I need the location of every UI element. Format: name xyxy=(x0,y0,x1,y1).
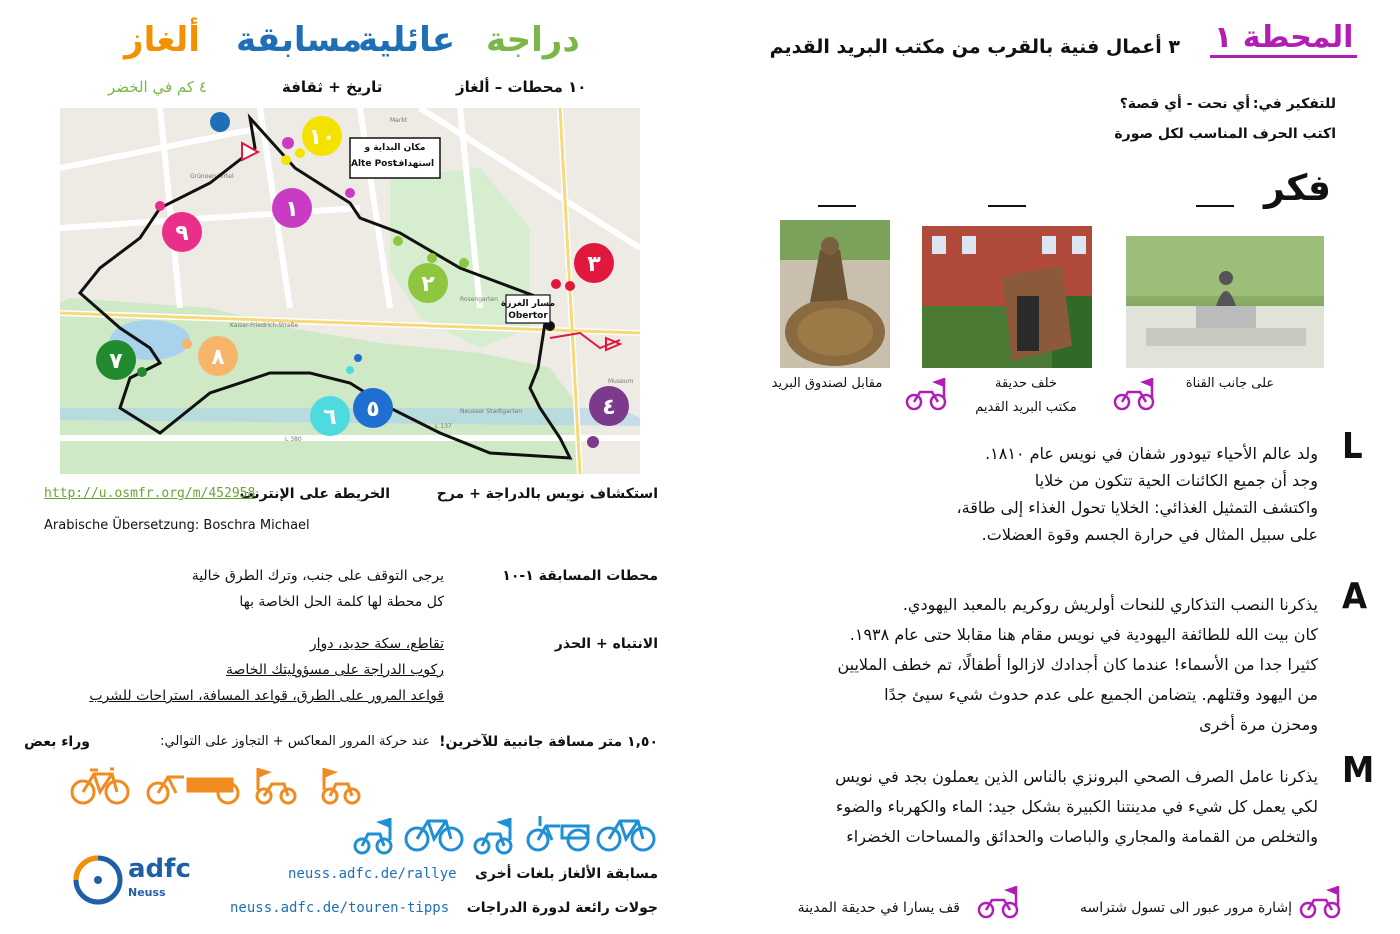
title-word-puzzle: ألغاز xyxy=(124,20,200,60)
bike-flag-icon-4 xyxy=(976,884,1022,920)
bike-flag-icon-2 xyxy=(904,376,950,412)
street-markt: Markt xyxy=(390,117,408,124)
translation-credit: Arabische Übersetzung: Boschra Michael xyxy=(44,518,310,533)
story-M xyxy=(835,762,1318,852)
obertor-label-2: Obertor xyxy=(508,311,548,321)
story-A-line-5: ومحزن مرة أخرى xyxy=(1199,715,1318,734)
story-L-line-3: واكتشف التمثيل الغذائي: الخلايا تحول الغذاء إلى طاقة، xyxy=(956,498,1318,517)
title-word-bike: دراجة xyxy=(486,20,580,60)
story-L-line-1: ولد عالم الأحياء تيودور شفان في نويس عام ١٨١٠. xyxy=(985,444,1318,463)
tours-link[interactable]: neuss.adfc.de/touren-tipps xyxy=(230,900,450,916)
explore-text: استكشاف نويس بالدراجة + مرح xyxy=(436,486,658,502)
caution-1: تقاطع، سكة حديد، دوار xyxy=(309,636,444,652)
bike-icon-orange-1 xyxy=(70,765,130,805)
subtitle-stations: ١٠ محطات – ألغاز xyxy=(456,78,587,96)
story-A-line-4: من اليهود وقتلهم. يتضامن الجميع على عدم حدوث شيء سيئ جدًا xyxy=(884,685,1318,704)
footer-stop-left: قف يسارا في حديقة المدينة xyxy=(797,900,960,916)
station-1-label: ١ xyxy=(285,197,299,222)
title-word-contest: مسابقة xyxy=(236,20,363,60)
bike-icon-blue-kid-flag xyxy=(350,816,398,856)
station-5-label: ٥ xyxy=(366,397,380,422)
bike-icon-blue-kid-flag-2 xyxy=(470,816,518,856)
story-A-line-3: كثيرا جدا من الأسماء! عندما كان أجدادك لازالوا أطفالًا، تم خطف الملايين xyxy=(837,655,1318,674)
adfc-logo[interactable] xyxy=(70,852,200,912)
story-A xyxy=(837,590,1318,740)
street-l380: L 380 xyxy=(285,436,302,443)
adfc-logo-sub: Neuss xyxy=(128,886,166,899)
subtitle-history: تاريخ + ثقافة xyxy=(282,78,383,96)
bike-icon-orange-kid-flag-2 xyxy=(316,766,364,806)
street-rosengarten: Rosengarten xyxy=(460,296,498,303)
station-title: المحطة ١ xyxy=(1210,20,1357,58)
station-7-label: ٧ xyxy=(109,349,123,374)
answer-word: فكر xyxy=(1264,168,1331,209)
station-8-label: ٨ xyxy=(211,345,225,370)
story-M-line-1: يذكرنا عامل الصرف الصحي البرونزي بالناس الذين يعملون بجد في نويس xyxy=(835,767,1318,786)
rally-note-2: كل محطة لها كلمة الحل الخاصة بها xyxy=(239,594,444,610)
instruction: اكتب الحرف المناسب لكل صورة xyxy=(1114,126,1336,142)
behind-label: وراء بعض xyxy=(24,734,90,750)
photo-sewer-worker xyxy=(780,220,890,368)
think-question: أي نحت - أي قصة؟ xyxy=(1119,96,1250,112)
caution-heading: الانتباه + الحذر xyxy=(554,636,658,652)
bike-icon-blue-2 xyxy=(596,812,656,852)
bike-icon-blue-1 xyxy=(404,812,464,852)
bike-icon-orange-cargo xyxy=(146,765,242,805)
start-label-2: استهداف xyxy=(393,159,435,169)
station-10-label: ١٠ xyxy=(308,125,336,150)
caution-2: ركوب الدراجة على مسؤوليتك الخاصة xyxy=(226,662,444,678)
station-6-label: ٦ xyxy=(323,405,337,430)
station-9-label: ٩ xyxy=(175,221,189,246)
answer-blank-3[interactable] xyxy=(818,205,856,207)
start-label-3: Alte Post xyxy=(350,159,398,169)
story-letter-A: A xyxy=(1342,576,1368,617)
caption-behind-garden-1: خلف حديقة xyxy=(995,376,1057,391)
distance-heading: ١,٥٠ متر مسافة جانبية للآخرين! xyxy=(439,734,658,750)
station-heading: ٣ أعمال فنية بالقرب من مكتب البريد القديم xyxy=(769,36,1180,58)
route-map-svg xyxy=(60,108,640,474)
bike-flag-icon-1 xyxy=(1112,376,1158,412)
station-4-label: ٤ xyxy=(602,395,616,420)
street-l137: L 137 xyxy=(435,423,452,430)
story-letter-M: M xyxy=(1342,750,1375,791)
distance-note: عند حركة المرور المعاكس + التجاوز على التوالي: xyxy=(160,734,430,749)
bike-icon-orange-kid-flag xyxy=(250,766,300,806)
other-languages: مسابقة الألغاز بلغات أخرى xyxy=(475,866,658,882)
street-kaiser: Kaiser-Friedrich-Straße xyxy=(230,322,299,329)
story-A-line-2: كان بيت الله للطائفة اليهودية في نويس مقام هنا مقابلا حتى عام ١٩٣٨. xyxy=(849,625,1318,644)
story-A-line-1: يذكرنا النصب التذكاري للنحات أولريش روكريم بالمعبد اليهودي. xyxy=(902,595,1318,614)
think-label: للتفكير في: xyxy=(1252,96,1336,112)
answer-blank-1[interactable] xyxy=(1196,205,1234,207)
map-link[interactable]: http://u.osmfr.org/m/452958 xyxy=(44,486,256,501)
bike-icon-blue-trailer xyxy=(526,812,592,852)
adfc-logo-text: adfc xyxy=(128,854,191,884)
story-letter-L: L xyxy=(1342,426,1363,467)
caption-canal: على جانب القناة xyxy=(1185,376,1275,391)
other-languages-link[interactable]: neuss.adfc.de/rallye xyxy=(288,866,457,882)
street-museum: Museum xyxy=(608,378,634,385)
answer-blank-2[interactable] xyxy=(988,205,1026,207)
route-map[interactable] xyxy=(60,108,640,474)
bike-flag-icon-3 xyxy=(1298,884,1344,920)
story-M-line-2: لكي يعمل كل شيء في مدينتنا الكبيرة بشكل جيد: الماء والكهرباء والضوء xyxy=(835,797,1318,816)
title-word-family: عائلية xyxy=(358,20,456,60)
story-L-line-4: على سبيل المثال في حرارة الجسم وقوة العضلات. xyxy=(981,525,1318,544)
photo-synagogue-memorial xyxy=(922,226,1092,368)
tours-heading: جولات رائعة لدورة الدراجات xyxy=(466,900,658,916)
bike-rental-icon xyxy=(210,112,230,132)
story-L xyxy=(956,440,1318,548)
street-stadtgarten: Neusser Stadtgarten xyxy=(460,408,523,415)
station-2-label: ٢ xyxy=(421,272,435,297)
caption-mailbox: مقابل لصندوق البريد xyxy=(771,376,883,391)
footer-traffic-light: إشارة مرور عبور الى تسول شتراسه xyxy=(1080,900,1292,916)
rally-note-1: يرجى التوقف على جنب، وترك الطرق خالية xyxy=(191,568,444,584)
photo-schwann-monument xyxy=(1126,236,1324,368)
district-label: Grünoerviertel xyxy=(190,173,234,180)
start-label-1: مكان البداية و xyxy=(364,143,426,153)
rally-stations-heading: محطات المسابقة ١-١٠ xyxy=(502,568,658,584)
map-online-label: الخريطة على الإنترنت xyxy=(239,486,390,502)
caption-behind-garden-2: مكتب البريد القديم xyxy=(975,400,1077,415)
obertor-label-1: مسار الغرزة xyxy=(500,299,556,309)
subtitle-green: ٤ كم في الخضر xyxy=(108,78,207,96)
caution-3: قواعد المرور على الطرق، قواعد المسافة، استراحات للشرب xyxy=(89,688,444,704)
station-3-label: ٣ xyxy=(587,252,601,277)
adfc-logo-icon xyxy=(70,852,126,908)
story-M-line-3: والتخلص من القمامة والمجاري والباصات والحدائق والمساحات الخضراء xyxy=(846,827,1318,846)
story-L-line-2: وجد أن جميع الكائنات الحية تتكون من خلايا xyxy=(1034,471,1318,490)
